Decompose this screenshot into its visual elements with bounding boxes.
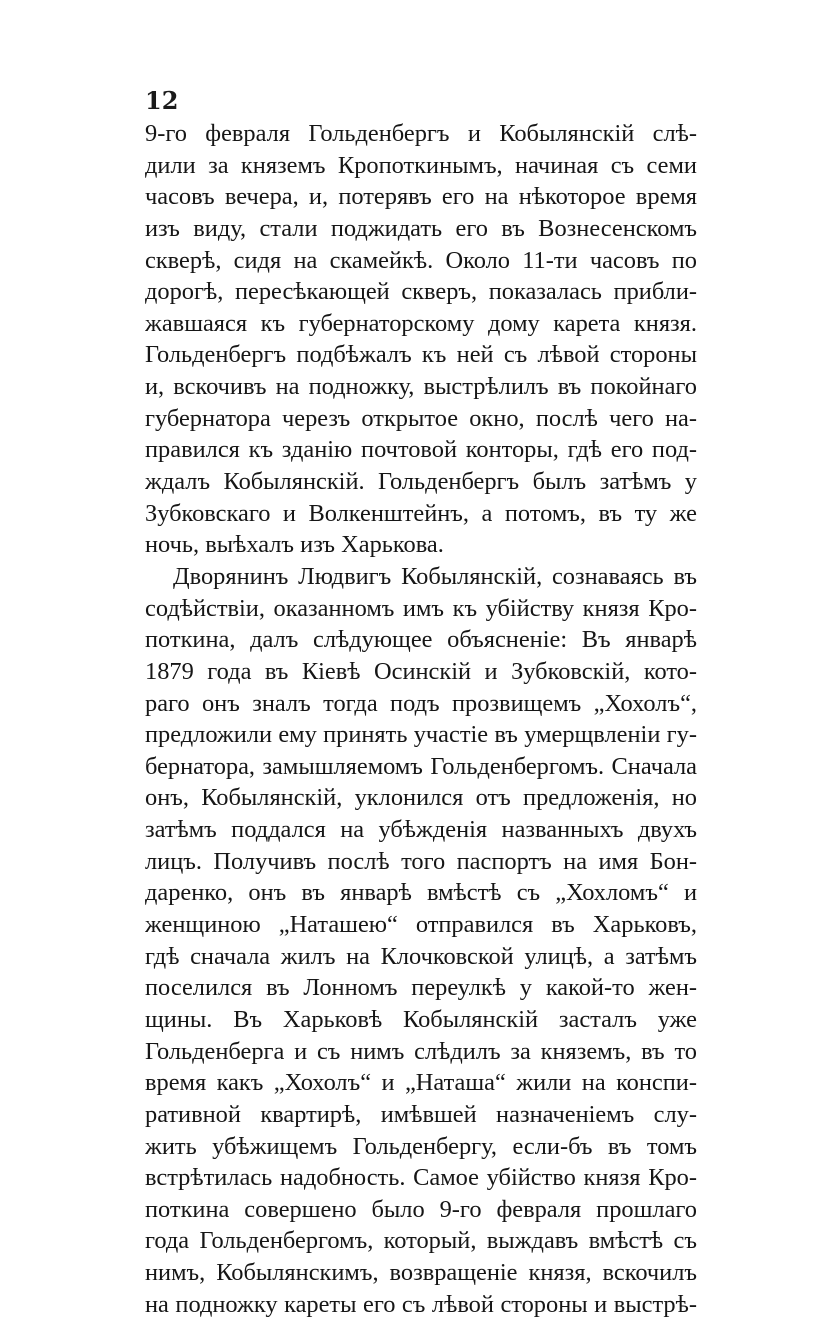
text-line: жавшаяся къ губернаторскому дому карета князя. xyxy=(145,309,697,337)
body-text xyxy=(145,118,697,1320)
text-line: содѣйствіи, оказанномъ имъ къ убійству князя Кро- xyxy=(145,594,697,622)
text-line: лицъ. Получивъ послѣ того паспортъ на имя Бон- xyxy=(145,847,697,875)
text-line: и, вскочивъ на подножку, выстрѣлилъ въ покойнаго xyxy=(145,373,697,401)
text-line: поткина совершено было 9-го февраля прошлаго xyxy=(145,1195,697,1223)
text-line: ночь, выѣхалъ изъ Харькова. xyxy=(145,531,444,559)
text-line: ждалъ Кобылянскій. Гольденбергъ былъ затѣмъ у xyxy=(145,468,697,496)
text-line: раго онъ зналъ тогда подъ прозвищемъ „Хохолъ“, xyxy=(145,689,697,717)
text-line: правился къ зданію почтовой конторы, гдѣ его под- xyxy=(145,436,697,464)
text-line: дили за княземъ Кропоткинымъ, начиная съ семи xyxy=(145,151,697,179)
text-line: онъ, Кобылянскій, уклонился отъ предложенія, но xyxy=(145,784,697,812)
text-line: года Гольденбергомъ, который, выждавъ вмѣстѣ съ xyxy=(145,1227,697,1255)
text-line: предложили ему принять участіе въ умерщвленіи гу- xyxy=(145,721,697,749)
text-line: Гольденберга и съ нимъ слѣдилъ за княземъ, въ то xyxy=(145,1037,697,1065)
text-line: щины. Въ Харьковѣ Кобылянскій засталъ уже xyxy=(145,1005,697,1033)
text-line: нимъ, Кобылянскимъ, возвращеніе князя, вскочилъ xyxy=(145,1259,697,1287)
text-line: 1879 года въ Кіевѣ Осинскій и Зубковскій, кото- xyxy=(145,657,697,685)
text-line: Зубковскаго и Волкенштейнъ, а потомъ, въ ту же xyxy=(145,499,697,527)
page-number: 12 xyxy=(145,86,179,115)
text-line: дорогѣ, пересѣкающей скверъ, показалась прибли- xyxy=(145,278,697,306)
text-line: женщиною „Наташею“ отправился въ Харьковъ, xyxy=(145,911,697,939)
text-line: 9-го февраля Гольденбергъ и Кобылянскій слѣ- xyxy=(145,120,697,147)
text-line: гдѣ сначала жилъ на Клочковской улицѣ, а затѣмъ xyxy=(145,942,697,970)
text-line: встрѣтилась надобность. Самое убійство князя Кро- xyxy=(145,1164,697,1192)
text-line: губернатора черезъ открытое окно, послѣ чего на- xyxy=(145,404,697,432)
text-line: жить убѣжищемъ Гольденбергу, если-бъ въ томъ xyxy=(145,1132,697,1160)
text-line: время какъ „Хохолъ“ и „Наташа“ жили на конспи- xyxy=(145,1069,697,1097)
text-line: затѣмъ поддался на убѣжденія названныхъ двухъ xyxy=(145,816,697,844)
text-line: на подножку кареты его съ лѣвой стороны и выстрѣ- xyxy=(145,1290,697,1318)
text-line: Дворянинъ Людвигъ Кобылянскій, сознаваясь въ xyxy=(173,562,697,590)
text-line: поселился въ Лонномъ переулкѣ у какой-то жен- xyxy=(145,974,697,1002)
text-line: изъ виду, стали поджидать его въ Вознесенскомъ xyxy=(145,214,697,242)
text-line: скверѣ, сидя на скамейкѣ. Около 11-ти часовъ по xyxy=(145,246,697,274)
text-line: даренко, онъ въ январѣ вмѣстѣ съ „Хохломъ“ и xyxy=(145,879,697,907)
text-line: Гольденбергъ подбѣжалъ къ ней съ лѣвой стороны xyxy=(145,341,697,369)
text-line: ративной квартирѣ, имѣвшей назначеніемъ слу- xyxy=(145,1100,697,1128)
text-line: бернатора, замышляемомъ Гольденбергомъ. Сначала xyxy=(145,752,697,780)
text-line: поткина, далъ слѣдующее объясненіе: Въ январѣ xyxy=(145,626,697,654)
text-line: часовъ вечера, и, потерявъ его на нѣкоторое время xyxy=(145,183,697,211)
